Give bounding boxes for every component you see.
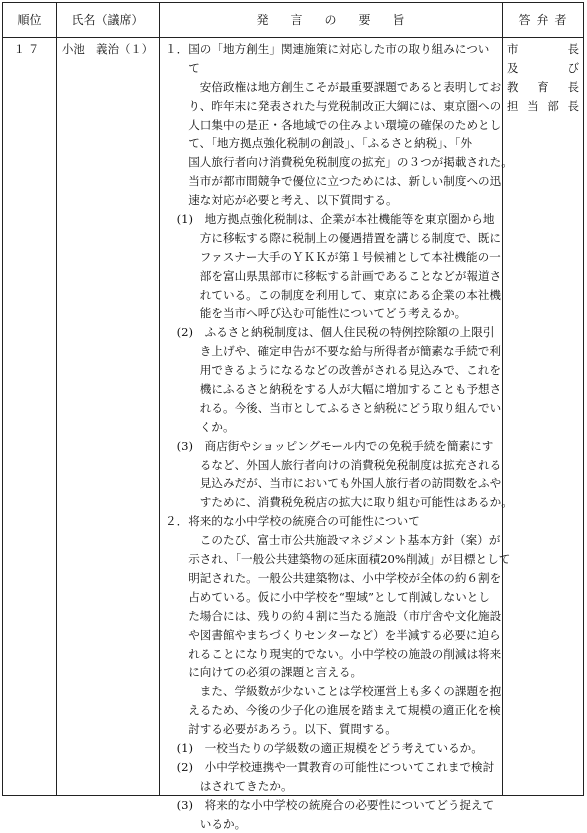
content-line: くか。 [165, 419, 235, 434]
content-line: すために、消費税免税店の拡大に取り組む可能性はあるか。 [165, 495, 513, 510]
content-line: ファスナー大手のＹＫＫが第１号候補として本社機能の一 [165, 249, 501, 264]
content-line: (1) 地方拠点強化税制は、企業が本社機能等を東京圏から地 [165, 212, 495, 227]
content-line: 機にふるさと納税をする人が大幅に増加することも予想さ [165, 382, 502, 397]
content-line: 安倍政権は地方創生こそが最重要課題であると表明してお [165, 79, 502, 94]
content-line: (3) 商店街やショッピングモール内での免税手続を簡素にす [165, 438, 494, 453]
content-line: (2) ふるさと納税制度は、個人住民税の特例控除額の上限引 [165, 325, 495, 340]
answerer-list [507, 40, 579, 116]
answerer-item: 教 育 長 [507, 79, 579, 94]
column-divider [56, 3, 57, 795]
content-line: 部を富山県黒部市に移転する計画であることなどが報道さ [165, 268, 502, 283]
content-line: り、昨年末に発表された与党税制改正大綱には、東京圏への [165, 98, 502, 113]
speech-summary-table [2, 2, 584, 831]
content-line: (1) 一校当たりの学級数の適正規模をどう考えているか。 [165, 740, 483, 755]
content-line: た場合には、残りの約４割に当たる施設（市庁舎や文化施設 [165, 608, 502, 623]
content-line: はされてきたか。 [165, 778, 293, 793]
content-line: いるか。 [165, 816, 247, 831]
speech-content [165, 40, 513, 833]
content-line: １．国の「地方創生」関連施策に対応した市の取り組みについ [165, 42, 490, 56]
content-line: れることになり現実的でない。小中学校の施設の削減は将来 [165, 646, 502, 661]
content-line: るなど、外国人旅行者向けの消費税免税制度は拡充される [165, 457, 502, 472]
header-content: 発言の要旨 [256, 13, 427, 27]
content-line: 速な対応が必要と考え、以下質問する。 [165, 193, 398, 208]
header-number: 順位 [17, 13, 42, 27]
content-line: 用できるようになるなどの改善がされる見込みで、これを [165, 363, 501, 378]
content-line: き上げや、確定申告が不要な給与所得者が簡素な手続で利 [165, 344, 501, 359]
header-divider [3, 37, 583, 38]
content-line: て、「地方拠点強化税制の創設」、「ふるさと納税」、「外 [165, 136, 472, 151]
answerer-item: 市 長 [507, 42, 579, 56]
content-line: えるため、今後の少子化の進展を踏まえて規模の適正化を検 [165, 703, 501, 718]
header-member: 氏名（議席） [71, 13, 144, 27]
content-line: 討する必要があろう。以下、質問する。 [165, 722, 397, 737]
content-line: 占めている。仮に小中学校を“聖域”として削減しないとし [165, 589, 490, 604]
row-number: １７ [13, 42, 43, 56]
content-line: 当市が都市間競争で優位に立つためには、新しい制度への迅 [165, 174, 502, 189]
content-line: (2) 小中学校連携や一貫教育の可能性についてこれまで検討 [165, 759, 495, 774]
content-line: ２．将来的な小中学校の統廃合の可能性について [165, 514, 420, 529]
column-divider [159, 3, 160, 795]
answerer-item: 及 び [507, 60, 579, 75]
column-divider [502, 3, 503, 795]
content-line: や図書館やまちづくりセンターなど）を半減する必要に迫ら [165, 627, 501, 642]
content-line: 国人旅行者向け消費税免税制度の拡充」の３つが掲載された。 [165, 155, 513, 170]
member-name: 小池 義治（１） [62, 42, 154, 56]
content-line: 見込みだが、当市においても外国人旅行者の訪問数をふや [165, 476, 502, 491]
content-line: 能を当市へ呼び込む可能性についてどう考えるか。 [165, 306, 467, 321]
content-line: このたび、富士市公共施設マネジメント基本方針（案）が [165, 533, 501, 548]
content-line: 人口集中の是正・各地域での住みよい環境の確保のためとし [165, 117, 502, 132]
answerer-item: 担 当 部 長 [507, 98, 579, 113]
content-line: て [165, 60, 200, 75]
content-line: れる。今後、当市としてふるさと納税にどう取り組んでい [165, 400, 502, 415]
content-line: 示され、「一般公共建築物の延床面積20%削減」が目標として [165, 552, 511, 567]
content-line: れている。この制度を利用して、東京にある企業の本社機 [165, 287, 501, 302]
content-line: 明記された。一般公共建築物は、小中学校が全体の約６割を [165, 570, 502, 585]
content-line: また、学級数が少ないことは学校運営上も多くの課題を抱 [165, 684, 502, 699]
content-line: に向けての必須の課題と言える。 [165, 665, 363, 680]
content-line: (3) 将来的な小中学校の統廃合の必要性についてどう捉えて [165, 797, 495, 812]
content-line: 方に移転する際に税制上の優遇措置を講じる制度で、既に [165, 230, 501, 245]
header-answerer: 答弁者 [518, 13, 573, 27]
